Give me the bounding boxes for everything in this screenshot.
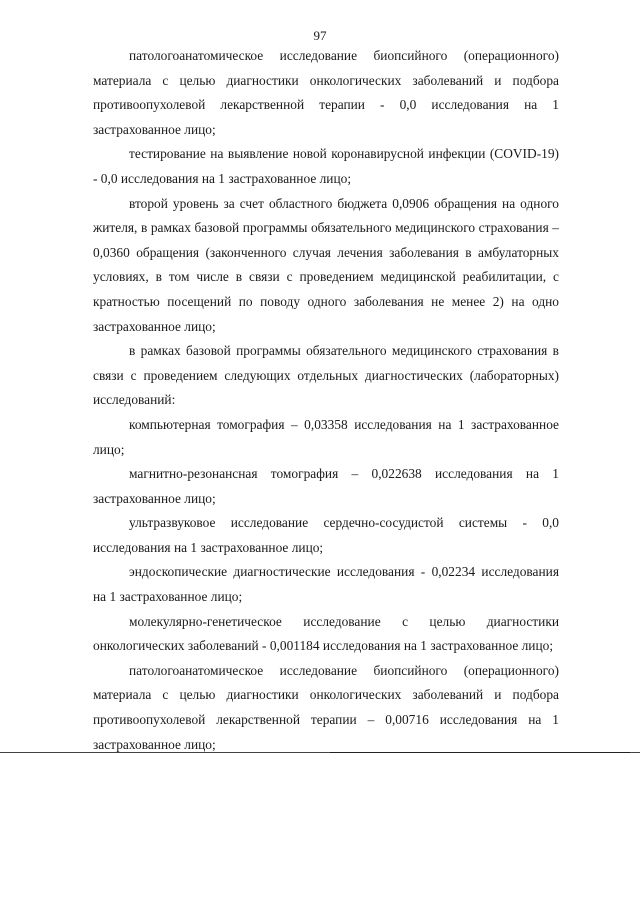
document-body <box>93 44 559 757</box>
paragraph-diagnostic-intro: в рамках базовой программы обязательного медицинского страхования в связи с проведением следующих отдельных диагностических (лабораторных) исследований: <box>93 343 559 408</box>
paragraph-pathology-final: патологоанатомическое исследование биопсийного (операционного) материала с целью диагностики онкологических заболеваний и подбора противоопухолевой лекарственной терапии – 0,00716 исследования на 1 застрахованное лицо; <box>93 662 559 752</box>
paragraph-mri: магнитно-резонансная томография – 0,022638 исследования на 1 застрахованное лицо; <box>93 466 559 506</box>
paragraph-ct: компьютерная томография – 0,03358 исследования на 1 застрахованное лицо; <box>93 416 559 457</box>
paragraph-endoscopy: эндоскопические диагностические исследования - 0,02234 исследования на 1 застрахованное лицо; <box>93 564 559 605</box>
paragraph-pathology-0: патологоанатомическое исследование биопсийного (операционного) материала с целью диагностики онкологических заболеваний и подбора противоопухолевой лекарственной терапии - 0,0 исследования на 1 застрахованное лицо; <box>93 48 559 137</box>
paragraph-ultrasound: ультразвуковое исследование сердечно-сосудистой системы - 0,0 исследования на 1 застрахованное лицо; <box>93 515 559 555</box>
paragraph-covid-testing: тестирование на выявление новой коронавирусной инфекции (COVID-19) - 0,0 исследования на 1 застрахованное лицо; <box>93 146 559 186</box>
footer-rule-right <box>330 752 630 753</box>
paragraph-molecular-genetic: молекулярно-генетическое исследование с целью диагностики онкологических заболеваний - 0,001184 исследования на 1 застрахованное лицо; <box>93 613 559 654</box>
paragraph-second-level: второй уровень за счет областного бюджета 0,0906 обращения на одного жителя, в рамках базовой программы обязательного медицинского страхования – 0,0360 обращения (законченного случая лечения заболевания в амбулаторных условиях, в том числе в связи с проведением медицинской реабилитации, с кратностью посещений по поводу одного заболевания не менее 2) на одно застрахованное лицо; <box>93 195 559 334</box>
page-number: 97 <box>313 28 327 43</box>
